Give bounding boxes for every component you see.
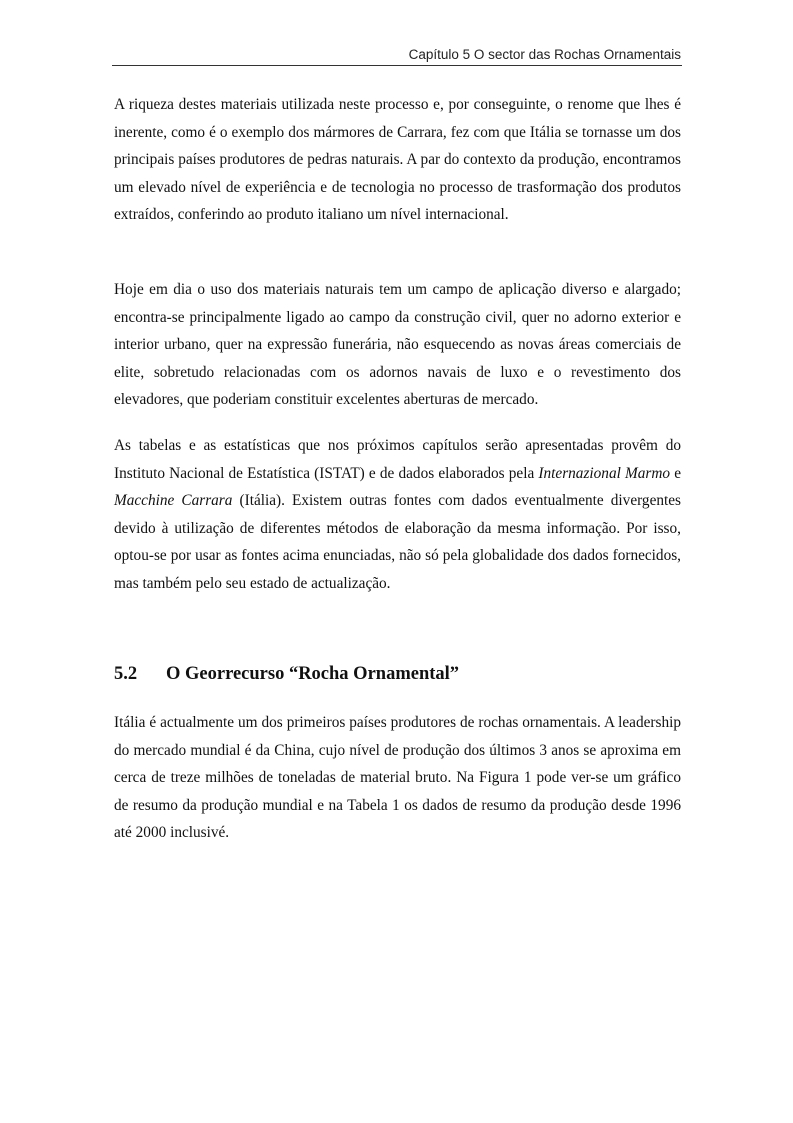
paragraph-3-italic-2: Macchine Carrara: [114, 492, 233, 510]
paragraph-3-text-2: e: [670, 464, 681, 482]
paragraph-1: A riqueza destes materiais utilizada neste processo e, por conseguinte, o renome que lhes é inerente, como é o exemplo dos mármores de Carrara, fez com que Itália se tornasse um dos principais países produtores de pedras naturais. A par do contexto da produção, encontramos um elevado nível de experiência e de tecnologia no processo de trasformação dos produtos extraídos, conferindo ao produto italiano um nível internacional.: [114, 96, 681, 224]
header-rule: [112, 65, 682, 66]
paragraph-2: Hoje em dia o uso dos materiais naturais tem um campo de aplicação diverso e alargado; encontra-se principalmente ligado ao campo da construção civil, quer no adorno exterior e interior urbano, quer na expressão funerária, não esquecendo as novas áreas comerciais de elite, sobretudo relacionadas com os adornos navais de luxo e o revestimento dos elevadores, que poderiam constituir excelentes aberturas de mercado.: [114, 281, 681, 409]
paragraph-3-text-3: (Itália). Existem outras fontes com dados eventualmente divergentes devido à utilização de diferentes métodos de elaboração da mesma informação. Por isso, optou-se por usar as fontes acima enunciadas, não só pela globalidade dos dados fornecidos, mas também pelo seu estado de actualização.: [114, 492, 682, 592]
running-header: Capítulo 5 O sector das Rochas Ornamentais: [408, 47, 681, 62]
paragraph-3: [114, 432, 681, 598]
paragraph-3-italic-1: Internazional Marmo: [538, 464, 671, 482]
paragraph-3-text-1: As tabelas e as estatísticas que nos próximos capítulos serão apresentadas provêm do Instituto Nacional de Estatística (ISTAT) e de dados elaborados pela: [114, 437, 681, 482]
paragraph-4: Itália é actualmente um dos primeiros países produtores de rochas ornamentais. A leadership do mercado mundial é da China, cujo nível de produção dos últimos 3 anos se aproxima em cerca de treze milhões de toneladas de material bruto. Na Figura 1 pode ver-se um gráfico de resumo da produção mundial e na Tabela 1 os dados de resumo da produção desde 1996 até 2000 inclusivé.: [114, 714, 681, 842]
section-title: O Georrecurso “Rocha Ornamental”: [166, 664, 460, 684]
section-number: 5.2: [114, 664, 138, 684]
section-heading: [114, 664, 459, 685]
